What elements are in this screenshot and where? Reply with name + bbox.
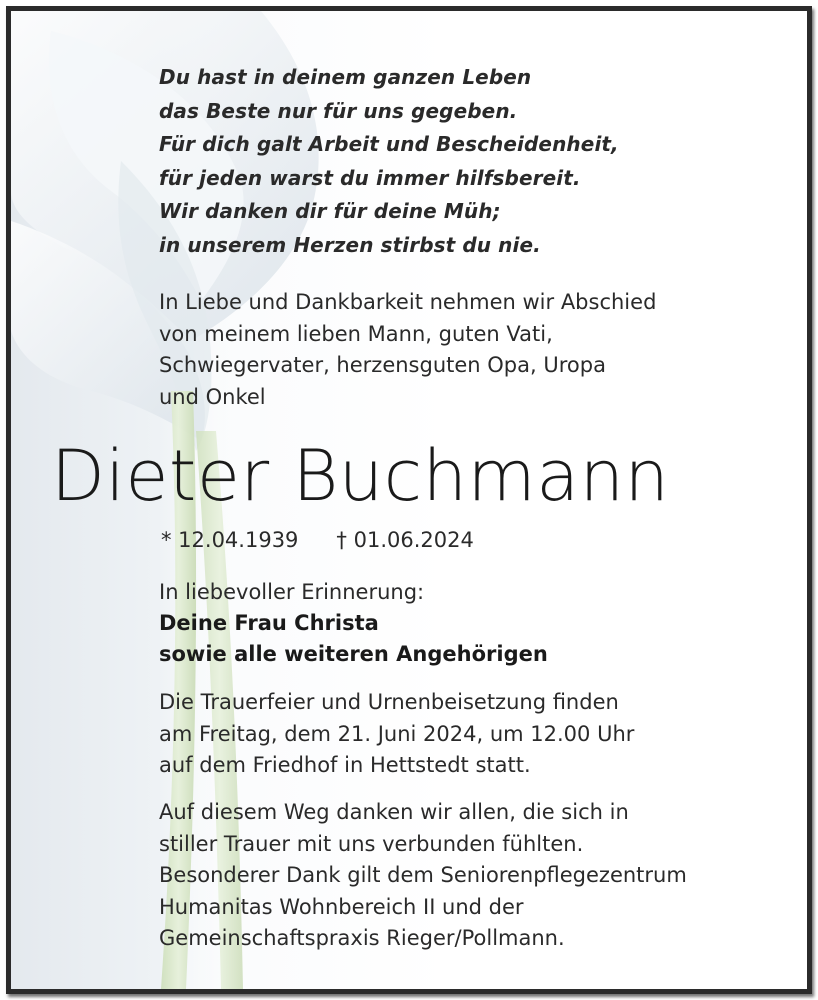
service-line: auf dem Friedhof in Hettstedt statt. [159, 753, 531, 777]
service-line: am Freitag, dem 21. Juni 2024, um 12.00 Uhr [159, 721, 635, 746]
poem-line: in unserem Herzen stirbst du nie. [159, 232, 541, 257]
intro-line: Schwiegervater, herzensguten Opa, Uropa [159, 353, 606, 377]
poem-line: das Beste nur für uns gegeben. [159, 98, 518, 123]
obituary-frame [6, 6, 812, 994]
poem-line: Du hast in deinem ganzen Leben [159, 65, 532, 89]
death-date: † 01.06.2024 [336, 528, 474, 552]
mourner-wife: Deine Frau Christa [159, 611, 379, 635]
thanks-line: Gemeinschaftspraxis Rieger/Pollmann. [159, 926, 565, 950]
memory-label: In liebevoller Erinnerung: [159, 580, 425, 604]
birth-date: * 12.04.1939 [161, 528, 299, 552]
poem [159, 61, 619, 262]
intro-line: von meinem lieben Mann, guten Vati, [159, 321, 553, 346]
life-dates [161, 525, 474, 555]
service-line: Die Trauerfeier und Urnenbeisetzung finden [159, 690, 619, 714]
memory-block [159, 577, 548, 670]
mourner-relatives: sowie alle weiteren Angehörigen [159, 642, 548, 666]
poem-line: Für dich galt Arbeit und Bescheidenheit, [159, 132, 619, 156]
thanks-text [159, 797, 687, 955]
thanks-line: Humanitas Wohnbereich II und der [159, 894, 524, 919]
intro-text [159, 287, 656, 413]
deceased-name: Dieter Buchmann [51, 435, 670, 517]
funeral-service-info [159, 687, 634, 782]
poem-line: Wir danken dir für deine Müh; [159, 199, 501, 223]
intro-line: In Liebe und Dankbarkeit nehmen wir Abschied [159, 290, 657, 314]
obituary-content [11, 11, 807, 989]
thanks-line: stiller Trauer mit uns verbunden fühlten. [159, 831, 584, 856]
poem-line: für jeden warst du immer hilfsbereit. [159, 165, 581, 190]
thanks-line: Auf diesem Weg danken wir allen, die sich in [159, 800, 629, 824]
intro-line: und Onkel [159, 384, 266, 409]
thanks-line: Besonderer Dank gilt dem Seniorenpflegezentrum [159, 863, 687, 887]
